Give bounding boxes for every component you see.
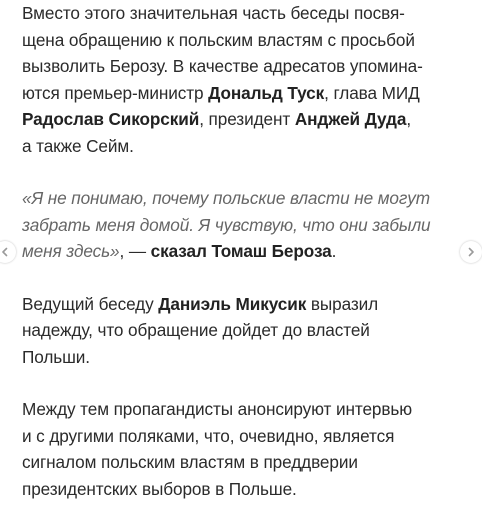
- article-body: [22, 0, 462, 528]
- text: ,: [406, 109, 412, 129]
- text: выразил: [306, 293, 379, 314]
- chevron-left-icon: [0, 247, 10, 257]
- text: Польши.: [22, 346, 90, 367]
- paragraph-1: [22, 0, 462, 159]
- text: ются премьер-министр: [22, 82, 209, 103]
- chevron-right-icon: [466, 247, 476, 257]
- paragraph-2: [22, 291, 462, 371]
- text: щена обращению к польским властям с просьбой: [22, 29, 415, 50]
- text: , глава МИД: [324, 82, 420, 103]
- name-mikusik: Даниэль Микусик: [158, 293, 307, 314]
- name-duda: Анджей Дуда: [294, 109, 407, 129]
- paragraph-3: [22, 396, 462, 502]
- text: надежду, что обращение дойдет до властей: [22, 320, 370, 340]
- prev-slide-button[interactable]: [0, 241, 16, 263]
- name-tusk: Дональд Туск: [208, 82, 325, 103]
- quote-end: .: [331, 241, 337, 261]
- next-slide-button[interactable]: [460, 241, 482, 263]
- quote-dash: , —: [119, 241, 151, 261]
- name-sikorski: Радослав Сикорский: [22, 109, 200, 129]
- text: сигналом польским властям в преддверии: [22, 452, 358, 472]
- quote-paragraph: [22, 185, 462, 265]
- text: а также Сейм.: [22, 135, 134, 156]
- text: Вместо этого значительная часть беседы посвя-: [22, 3, 405, 23]
- quote-attribution: сказал Томаш Бероза: [150, 241, 332, 261]
- quote-text: забрать меня домой. Я чувствую, что они забыли: [22, 214, 431, 235]
- quote-text: «Я не понимаю, почему польские власти не могут: [22, 188, 430, 208]
- text: Ведущий беседу: [22, 293, 159, 314]
- text: вызволить Берозу. В качестве адресатов упомина-: [22, 56, 423, 76]
- text: президентских выборов в Польше.: [22, 478, 297, 499]
- quote-text: меня здесь»: [22, 241, 120, 261]
- text: и с другими поляками, что, очевидно, является: [22, 425, 395, 446]
- text: , президент: [199, 109, 295, 129]
- text: Между тем пропагандисты анонсируют интервью: [22, 399, 413, 419]
